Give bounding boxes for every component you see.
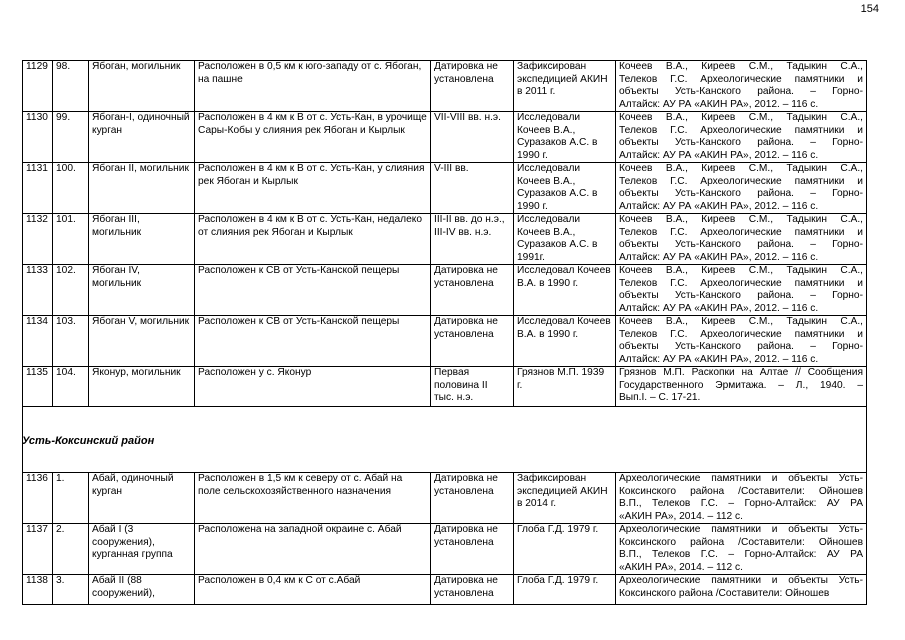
table-row [23,163,867,214]
source-line: Кочеев В.А., Киреев С.М., Тадыкин С.А., [619,112,863,123]
source-line: «АКИН РА», 2014. – 112 с. [619,510,743,522]
row-number-cell: 98. [53,61,89,112]
source-line: Кочеев В.А., Киреев С.М., Тадыкин С.А., [619,316,863,327]
source-line: Коксинского района /Составители: Ойношев [619,536,863,548]
source-line: В.П., Телеков Г.С. – Горно-Алтайск: АУ РА [619,498,863,509]
monument-name-cell: Ябоган, могильник [89,61,195,112]
researcher-cell: Глоба Г.Д. 1979 г. [514,575,616,605]
row-number-cell: 2. [53,524,89,575]
dating-cell: Датировка не установлена [431,473,514,524]
row-id-cell: 1138 [23,575,53,605]
monument-name-cell: Абай I (3 сооружения), курганная группа [89,524,195,575]
table-row [23,473,867,524]
dating-cell: V-III вв. [431,163,514,214]
location-cell: Расположен у с. Яконур [195,367,431,407]
source-line: Археологические памятники и объекты Усть- [619,575,863,586]
source-line: Коксинского района /Составители: Ойношев [619,485,863,497]
source-line: Телеков Г.С. Археологические памятники и [619,277,863,289]
source-line: «АКИН РА», 2014. – 112 с. [619,561,743,573]
monument-name-cell: Ябоган V, могильник [89,316,195,367]
table-row [23,524,867,575]
researcher-cell: Глоба Г.Д. 1979 г. [514,524,616,575]
table-row [23,61,867,112]
row-number-cell: 3. [53,575,89,605]
location-cell: Расположена на западной окраине с. Абай [195,524,431,575]
dating-cell: Первая половина II тыс. н.э. [431,367,514,407]
source-line: Кочеев В.А., Киреев С.М., Тадыкин С.А., [619,163,863,174]
row-id-cell: 1136 [23,473,53,524]
monument-name-cell: Ябоган II, могильник [89,163,195,214]
dating-cell: Датировка не установлена [431,575,514,605]
source-line: Кочеев В.А., Киреев С.М., Тадыкин С.А., [619,61,863,72]
source-cell [616,163,867,214]
source-line: Алтайск: АУ РА «АКИН РА», 2012. – 116 с. [619,353,819,365]
source-line: Телеков Г.С. Археологические памятники и [619,226,863,238]
location-cell: Расположен в 1,5 км к северу от с. Абай на поле сельскохозяйственного назначения [195,473,431,524]
source-cell [616,367,867,407]
source-line: Грязнов М.П. Раскопки на Алтае // Сообщения [619,367,863,378]
row-id-cell: 1134 [23,316,53,367]
source-line: объекты Усть-Канского района. – Горно- [619,239,863,250]
researcher-cell: Исследовал Кочеев В.А. в 1990 г. [514,265,616,316]
page-number: 154 [860,3,879,15]
row-id-cell: 1133 [23,265,53,316]
monument-name-cell: Ябоган III, могильник [89,214,195,265]
source-cell [616,316,867,367]
researcher-cell: Исследовали Кочеев В.А., Суразаков А.С. в 1991г. [514,214,616,265]
source-line: Вып.I. – С. 17-21. [619,392,701,403]
researcher-cell: Грязнов М.П. 1939 г. [514,367,616,407]
dating-cell: Датировка не установлена [431,265,514,316]
monument-name-cell: Абай II (88 сооружений), [89,575,195,605]
source-line: Алтайск: АУ РА «АКИН РА», 2012. – 116 с. [619,302,819,314]
row-id-cell: 1131 [23,163,53,214]
source-cell [616,61,867,112]
source-line: Кочеев В.А., Киреев С.М., Тадыкин С.А., [619,214,863,225]
row-id-cell: 1135 [23,367,53,407]
monument-name-cell: Яконур, могильник [89,367,195,407]
table-row [23,112,867,163]
dating-cell: Датировка не установлена [431,316,514,367]
dating-cell: Датировка не установлена [431,524,514,575]
source-cell [616,265,867,316]
source-line: Алтайск: АУ РА «АКИН РА», 2012. – 116 с. [619,251,819,263]
monument-name-cell: Абай, одиночный курган [89,473,195,524]
row-number-cell: 102. [53,265,89,316]
monument-name-cell: Ябоган-I, одиночный курган [89,112,195,163]
row-number-cell: 1. [53,473,89,524]
location-cell: Расположен в 4 км к В от с. Усть-Кан, в урочище Сары-Кобы у слияния рек Ябоган и Кырлык [195,112,431,163]
source-line: объекты Усть-Канского района. – Горно- [619,86,863,97]
location-cell: Расположен в 4 км к В от с. Усть-Кан, недалеко от слияния рек Ябоган и Кырлык [195,214,431,265]
dating-cell: VII-VIII вв. н.э. [431,112,514,163]
row-id-cell: 1130 [23,112,53,163]
table-row [23,316,867,367]
row-number-cell: 104. [53,367,89,407]
source-line: Телеков Г.С. Археологические памятники и [619,175,863,187]
source-cell [616,214,867,265]
row-id-cell: 1137 [23,524,53,575]
table-row [23,214,867,265]
source-line: Государственного Эрмитажа. – Л., 1940. – [619,379,863,391]
source-cell [616,473,867,524]
source-line: Археологические памятники и объекты Усть- [619,473,863,484]
source-line: Телеков Г.С. Археологические памятники и [619,328,863,340]
source-line: объекты Усть-Канского района. – Горно- [619,137,863,148]
source-cell [616,575,867,605]
source-line: Алтайск: АУ РА «АКИН РА», 2012. – 116 с. [619,149,819,161]
row-id-cell: 1132 [23,214,53,265]
location-cell: Расположен в 0,5 км к юго-западу от с. Ябоган, на пашне [195,61,431,112]
source-cell [616,112,867,163]
researcher-cell: Исследовали Кочеев В.А., Суразаков А.С. в 1990 г. [514,112,616,163]
dating-cell: Датировка не установлена [431,61,514,112]
source-line: Археологические памятники и объекты Усть- [619,524,863,535]
location-cell: Расположен к СВ от Усть-Канской пещеры [195,316,431,367]
row-number-cell: 99. [53,112,89,163]
table-row [23,265,867,316]
location-cell: Расположен в 4 км к В от с. Усть-Кан, у слияния рек Ябоган и Кырлык [195,163,431,214]
row-number-cell: 100. [53,163,89,214]
row-number-cell: 103. [53,316,89,367]
researcher-cell: Исследовали Кочеев В.А., Суразаков А.С. в 1990 г. [514,163,616,214]
location-cell: Расположен к СВ от Усть-Канской пещеры [195,265,431,316]
row-number-cell: 101. [53,214,89,265]
source-line: Кочеев В.А., Киреев С.М., Тадыкин С.А., [619,265,863,276]
source-line: Алтайск: АУ РА «АКИН РА», 2012. – 116 с. [619,200,819,212]
source-line: Коксинского района /Составители: Ойношев [619,587,830,599]
researcher-cell: Зафиксирован экспедицией АКИН в 2014 г. [514,473,616,524]
table-row [23,575,867,605]
source-line: В.П., Телеков Г.С. – Горно-Алтайск: АУ РА [619,549,863,560]
source-line: Алтайск: АУ РА «АКИН РА», 2012. – 116 с. [619,98,819,110]
source-line: объекты Усть-Канского района. – Горно- [619,290,863,301]
table-row [23,367,867,407]
source-cell [616,524,867,575]
location-cell: Расположен в 0,4 км к С от с.Абай [195,575,431,605]
researcher-cell: Исследовал Кочеев В.А. в 1990 г. [514,316,616,367]
row-id-cell: 1129 [23,61,53,112]
monument-name-cell: Ябоган IV, могильник [89,265,195,316]
source-line: Телеков Г.С. Археологические памятники и [619,73,863,85]
researcher-cell: Зафиксирован экспедицией АКИН в 2011 г. [514,61,616,112]
district-heading: Усть-Коксинский район [22,435,155,447]
dating-cell: III-II вв. до н.э., III-IV вв. н.э. [431,214,514,265]
source-line: объекты Усть-Канского района. – Горно- [619,341,863,352]
monuments-table [22,60,867,605]
source-line: Телеков Г.С. Археологические памятники и [619,124,863,136]
source-line: объекты Усть-Канского района. – Горно- [619,188,863,199]
